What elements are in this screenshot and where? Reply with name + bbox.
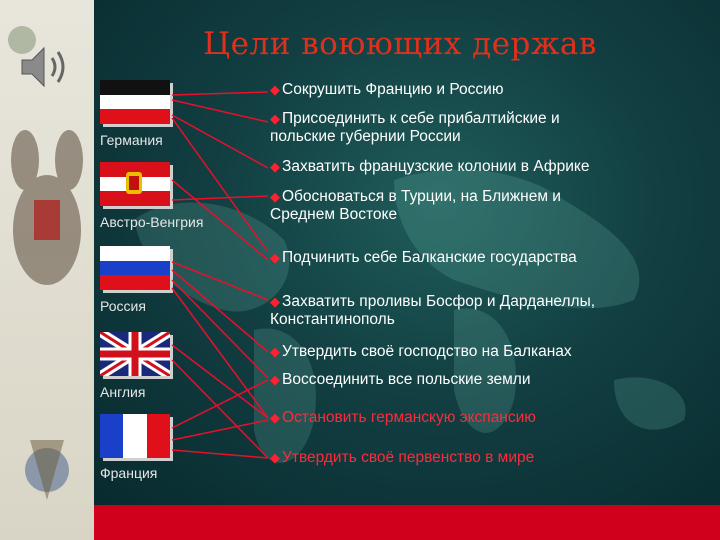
diamond-bullet-icon: ◆: [270, 250, 280, 265]
goal-text: Сокрушить Францию и Россию: [282, 81, 504, 98]
goal-item: [270, 158, 589, 176]
page-title: Цели воюющих держав: [203, 26, 597, 62]
speaker-icon[interactable]: [14, 40, 74, 94]
flag-england-icon: [100, 332, 170, 376]
goal-item: [270, 81, 503, 99]
diamond-bullet-icon: ◆: [270, 344, 280, 359]
country-label-russia: Россия: [100, 298, 146, 314]
diamond-bullet-icon: ◆: [270, 189, 280, 204]
goal-text: Захватить проливы Босфор и Дарданеллы,: [282, 293, 596, 310]
country-label-france: Франция: [100, 465, 158, 481]
goal-item: [270, 449, 534, 467]
goal-item: [270, 371, 531, 389]
goal-text: Подчинить себе Балканские государства: [282, 249, 577, 266]
goal-text: Присоединить к себе прибалтийские и: [282, 110, 560, 127]
country-label-austria-hungary: Австро-Венгрия: [100, 214, 204, 230]
goal-text: Утвердить своё господство на Балканах: [282, 343, 572, 360]
goal-item: [270, 409, 536, 427]
country-label-england: Англия: [100, 384, 146, 400]
diamond-bullet-icon: ◆: [270, 450, 280, 465]
goal-text: Остановить германскую экспансию: [282, 409, 536, 426]
flag-russia-icon: [100, 246, 170, 290]
goal-text: Утвердить своё первенство в мире: [282, 449, 535, 466]
goal-text: Захватить французские колонии в Африке: [282, 158, 590, 175]
goal-item: [270, 293, 595, 329]
flag-germany-icon: [100, 80, 170, 124]
goal-item: [270, 110, 560, 146]
flag-austria-hungary-icon: [100, 162, 170, 206]
goal-text: Среднем Востоке: [270, 206, 398, 223]
diamond-bullet-icon: ◆: [270, 159, 280, 174]
goal-text: Воссоединить все польские земли: [282, 371, 531, 388]
diamond-bullet-icon: ◆: [270, 82, 280, 97]
goal-text: польские губернии России: [270, 128, 461, 145]
diamond-bullet-icon: ◆: [270, 294, 280, 309]
diamond-bullet-icon: ◆: [270, 372, 280, 387]
bottom-red-bar: [94, 505, 720, 540]
goal-item: [270, 343, 572, 361]
goal-text: Обосноваться в Турции, на Ближнем и: [282, 188, 561, 205]
country-label-germany: Германия: [100, 132, 163, 148]
goal-item: [270, 188, 561, 224]
flag-france-icon: [100, 414, 170, 458]
diamond-bullet-icon: ◆: [270, 111, 280, 126]
goal-text: Константинополь: [270, 311, 395, 328]
goal-item: [270, 249, 577, 267]
diamond-bullet-icon: ◆: [270, 410, 280, 425]
